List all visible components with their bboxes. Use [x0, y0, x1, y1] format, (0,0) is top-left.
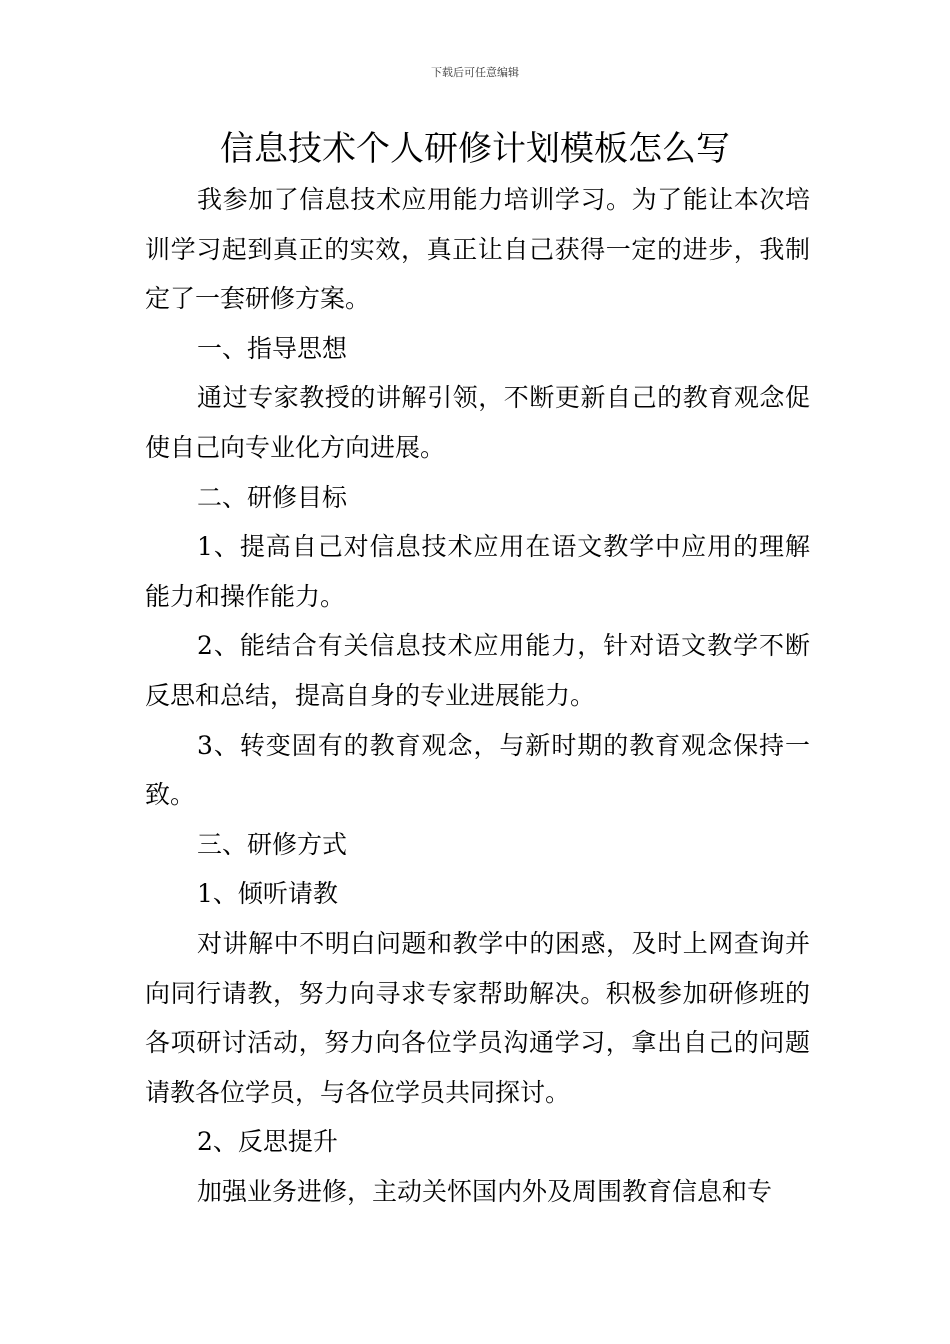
section-heading-guiding-ideology: 一、指导思想 [197, 333, 348, 363]
paragraph-listen-consult: 对讲解中不明白问题和教学中的困惑，及时上网查询并向同行请教，努力向寻求专家帮助解决。积极参加研修班的各项研讨活动，努力向各位学员沟通学习，拿出自己的问题请教各位学员，与各位学员共同探讨。 [145, 928, 810, 1107]
section-heading-methods: 三、研修方式 [197, 829, 348, 859]
paragraph-guiding-ideology: 通过专家教授的讲解引领，不断更新自己的教育观念促使自己向专业化方向进展。 [145, 383, 810, 462]
document-title: 信息技术个人研修计划模板怎么写 [220, 129, 730, 169]
subheading-listen-consult: 1、倾听请教 [197, 879, 338, 909]
paragraph-goal-2: 2、能结合有关信息技术应用能力，针对语文教学不断反思和总结，提高自身的专业进展能力。 [145, 631, 810, 710]
subheading-reflect-improve: 2、反思提升 [197, 1127, 338, 1157]
section-heading-goals: 二、研修目标 [197, 482, 348, 512]
paragraph-goal-3: 3、转变固有的教育观念，与新时期的教育观念保持一致。 [145, 730, 810, 810]
document-body [145, 175, 810, 1216]
header-note: 下载后可任意编辑 [431, 66, 519, 79]
paragraph-reflect-improve: 加强业务进修，主动关怀国内外及周围教育信息和专 [197, 1176, 773, 1206]
paragraph-goal-1: 1、提高自己对信息技术应用在语文教学中应用的理解能力和操作能力。 [145, 532, 810, 611]
paragraph-intro: 我参加了信息技术应用能力培训学习。为了能让本次培训学习起到真正的实效，真正让自己获得一定的进步，我制定了一套研修方案。 [145, 185, 810, 314]
